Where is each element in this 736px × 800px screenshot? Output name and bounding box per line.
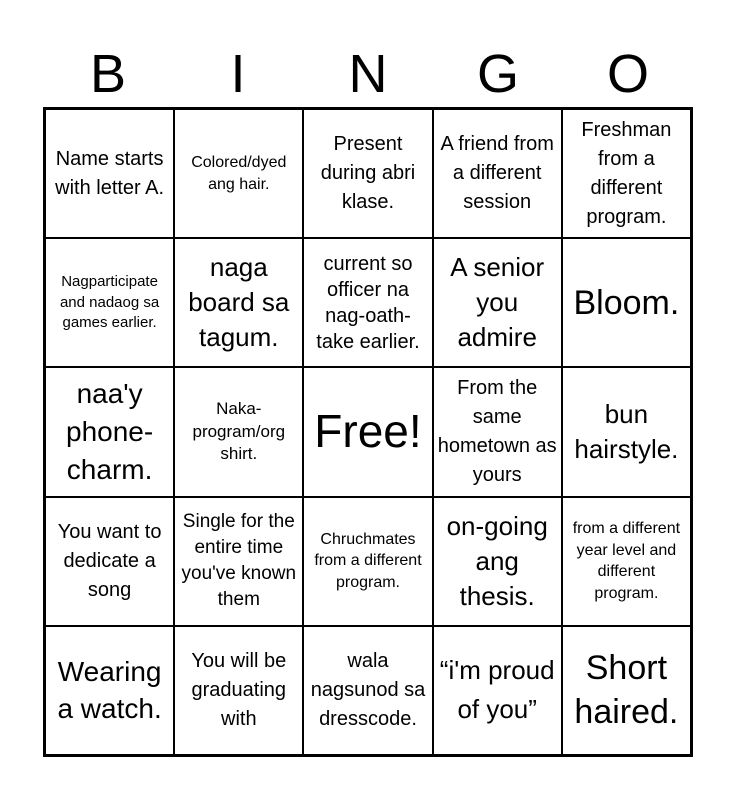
- bingo-cell[interactable]: [562, 109, 691, 238]
- free-space-cell[interactable]: [303, 367, 432, 496]
- bingo-cell[interactable]: [45, 497, 174, 626]
- bingo-cell[interactable]: [303, 626, 432, 755]
- header-letter-o: O: [606, 44, 649, 104]
- header-letter-i: I: [230, 44, 246, 104]
- bingo-cell[interactable]: [174, 497, 303, 626]
- cell-text: Colored/dyed ang hair.: [191, 154, 287, 193]
- bingo-cell[interactable]: [562, 238, 691, 367]
- cell-text: Short haired.: [574, 649, 679, 732]
- cell-text: You will be graduating with: [191, 649, 287, 730]
- cell-text: Chruchmates from a different program.: [314, 530, 422, 591]
- bingo-cell[interactable]: [45, 238, 174, 367]
- cell-text: naa'y phone-charm.: [66, 378, 154, 485]
- cell-text: From the same hometown as yours: [437, 376, 557, 486]
- cell-text: You want to dedicate a song: [57, 520, 162, 601]
- cell-text: “i'm proud of you”: [439, 655, 555, 725]
- cell-text: Single for the entire time you've known them: [181, 510, 297, 611]
- cell-text: Naka-program/org shirt.: [192, 398, 286, 464]
- header-letter-b: B: [89, 44, 127, 104]
- bingo-cell[interactable]: [174, 367, 303, 496]
- bingo-cell[interactable]: [562, 367, 691, 496]
- bingo-cell[interactable]: [433, 367, 562, 496]
- cell-text: from a different year level and different program.: [572, 520, 681, 602]
- header-letter-n: N: [348, 44, 388, 104]
- cell-text: Bloom.: [573, 283, 680, 322]
- cell-text: on-going ang thesis.: [446, 510, 548, 611]
- bingo-cell[interactable]: [303, 109, 432, 238]
- bingo-cell[interactable]: [174, 238, 303, 367]
- cell-text: Name starts with letter A.: [55, 147, 165, 199]
- bingo-cell[interactable]: [433, 626, 562, 755]
- bingo-cell[interactable]: [562, 626, 691, 755]
- cell-text: Freshman from a different program.: [581, 118, 672, 228]
- cell-text: wala nagsunod sa dresscode.: [310, 649, 426, 730]
- cell-text: A senior you admire: [450, 252, 545, 353]
- bingo-card-grid: [43, 107, 693, 757]
- bingo-cell[interactable]: [433, 109, 562, 238]
- cell-text: naga board sa tagum.: [188, 252, 290, 353]
- bingo-header: [43, 40, 693, 108]
- bingo-cell[interactable]: [45, 367, 174, 496]
- cell-text: current so officer na nag-oath-take earlier.: [316, 252, 420, 353]
- cell-text: Nagparticipate and nadaog sa games earlier.: [59, 273, 160, 331]
- bingo-cell[interactable]: [303, 497, 432, 626]
- bingo-cell[interactable]: [174, 626, 303, 755]
- bingo-cell[interactable]: [562, 497, 691, 626]
- bingo-cell[interactable]: [303, 238, 432, 367]
- cell-text: Present during abri klase.: [320, 133, 416, 214]
- cell-text: Wearing a watch.: [57, 655, 162, 725]
- bingo-cell[interactable]: [174, 109, 303, 238]
- bingo-cell[interactable]: [433, 497, 562, 626]
- cell-text: bun hairstyle.: [574, 398, 679, 464]
- cell-text: Free!: [314, 405, 422, 458]
- bingo-cell[interactable]: [45, 626, 174, 755]
- bingo-cell[interactable]: [433, 238, 562, 367]
- cell-text: A friend from a different session: [440, 133, 554, 214]
- bingo-cell[interactable]: [45, 109, 174, 238]
- header-letter-g: G: [476, 44, 519, 104]
